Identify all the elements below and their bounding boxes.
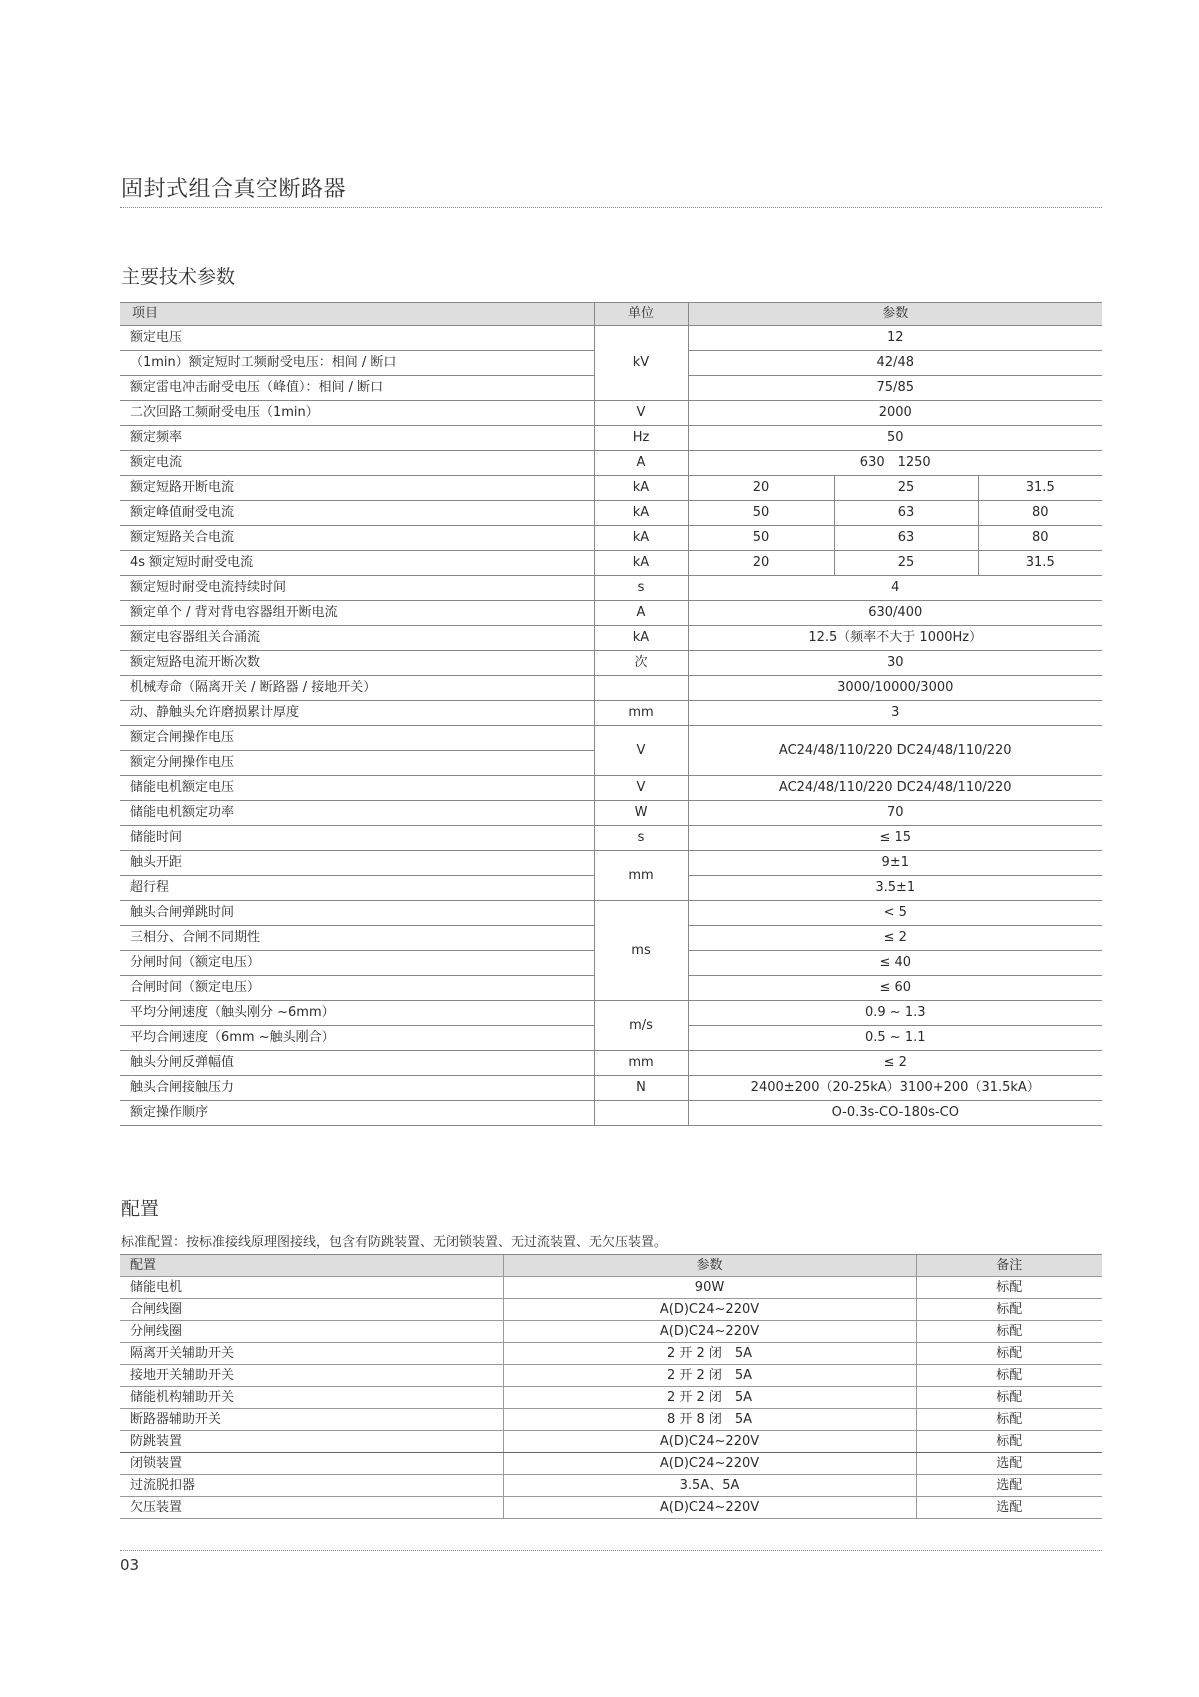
spec-row [120,801,1102,826]
spec-param: 42/48 [688,351,1102,376]
spec-item: 4s 额定短时耐受电流 [120,551,594,576]
page-title: 固封式组合真空断路器 [121,177,347,202]
spec-header-item: 项目 [120,303,594,326]
spec-param: 3000/10000/3000 [688,676,1102,701]
config-remark: 标配 [916,1343,1102,1365]
title-divider [120,207,1102,208]
spec-value-20kA: 20 [688,551,834,576]
spec-item: 触头合闸接触压力 [120,1076,594,1101]
spec-row [120,601,1102,626]
spec-row [120,326,1102,351]
spec-param: 3.5±1 [688,876,1102,901]
spec-header-row [120,303,1102,326]
config-remark: 标配 [916,1277,1102,1299]
spec-param: 630/400 [688,601,1102,626]
spec-unit: ms [594,901,688,1001]
spec-value-25kA: 63 [834,526,978,551]
spec-param: 30 [688,651,1102,676]
spec-row [120,651,1102,676]
spec-item: 额定短时耐受电流持续时间 [120,576,594,601]
config-remark: 选配 [916,1453,1102,1475]
spec-param: 2000 [688,401,1102,426]
spec-item: 额定短路关合电流 [120,526,594,551]
config-item: 合闸线圈 [120,1299,503,1321]
spec-row [120,676,1102,701]
config-row [120,1497,1102,1519]
config-header-item: 配置 [120,1255,503,1277]
spec-row [120,701,1102,726]
spec-value-31-5kA: 80 [978,526,1102,551]
spec-item: 额定频率 [120,426,594,451]
spec-value-31-5kA: 80 [978,501,1102,526]
config-param: A(D)C24~220V [503,1497,916,1519]
spec-unit: V [594,776,688,801]
spec-param: 12.5（频率不大于 1000Hz） [688,626,1102,651]
config-row [120,1365,1102,1387]
spec-param: AC24/48/110/220 DC24/48/110/220 [688,776,1102,801]
spec-row [120,426,1102,451]
spec-param: ≤ 2 [688,926,1102,951]
spec-item: 超行程 [120,876,594,901]
config-item: 欠压装置 [120,1497,503,1519]
spec-row [120,1076,1102,1101]
spec-item: 触头分闸反弹幅值 [120,1051,594,1076]
spec-row [120,1101,1102,1126]
spec-unit: W [594,801,688,826]
spec-unit: kA [594,626,688,651]
spec-unit: A [594,601,688,626]
spec-unit: s [594,576,688,601]
spec-item: 二次回路工频耐受电压（1min） [120,401,594,426]
spec-row [120,851,1102,876]
spec-table [120,302,1102,1126]
spec-row [120,476,1102,501]
spec-item: 机械寿命（隔离开关 / 断路器 / 接地开关） [120,676,594,701]
spec-value-20kA: 20 [688,476,834,501]
spec-item: 额定峰值耐受电流 [120,501,594,526]
spec-value-25kA: 25 [834,551,978,576]
spec-unit: N [594,1076,688,1101]
config-item: 储能电机 [120,1277,503,1299]
spec-unit: m/s [594,1001,688,1051]
spec-param: 4 [688,576,1102,601]
spec-item: 额定电容器组关合涌流 [120,626,594,651]
spec-item: 额定电压 [120,326,594,351]
spec-item: 额定短路开断电流 [120,476,594,501]
config-remark: 选配 [916,1497,1102,1519]
spec-row [120,526,1102,551]
spec-item: 额定操作顺序 [120,1101,594,1126]
spec-param: ≤ 40 [688,951,1102,976]
spec-unit: 次 [594,651,688,676]
spec-unit: mm [594,851,688,901]
spec-item: 分闸时间（额定电压） [120,951,594,976]
spec-item: 额定雷电冲击耐受电压（峰值）：相间 / 断口 [120,376,594,401]
config-param: 8 开 8 闭 5A [503,1409,916,1431]
config-header-param: 参数 [503,1255,916,1277]
spec-row [120,576,1102,601]
spec-param: 2400±200（20-25kA）3100+200（31.5kA） [688,1076,1102,1101]
spec-unit: A [594,451,688,476]
spec-item: 额定电流 [120,451,594,476]
config-remark: 选配 [916,1475,1102,1497]
config-item: 过流脱扣器 [120,1475,503,1497]
config-row [120,1321,1102,1343]
config-remark: 标配 [916,1387,1102,1409]
config-param: A(D)C24~220V [503,1431,916,1453]
spec-param: ≤ 15 [688,826,1102,851]
spec-value-31-5kA: 31.5 [978,551,1102,576]
config-param: 3.5A、5A [503,1475,916,1497]
config-item: 隔离开关辅助开关 [120,1343,503,1365]
spec-item: 触头开距 [120,851,594,876]
spec-row [120,901,1102,926]
spec-unit: kA [594,476,688,501]
spec-header-unit: 单位 [594,303,688,326]
spec-param: 75/85 [688,376,1102,401]
config-remark: 标配 [916,1321,1102,1343]
spec-unit: kA [594,526,688,551]
spec-row [120,401,1102,426]
spec-param: AC24/48/110/220 DC24/48/110/220 [688,726,1102,776]
config-remark: 标配 [916,1299,1102,1321]
config-row [120,1277,1102,1299]
spec-row [120,451,1102,476]
spec-param: 12 [688,326,1102,351]
config-item: 分闸线圈 [120,1321,503,1343]
config-item: 防跳装置 [120,1431,503,1453]
footer-divider [120,1550,1102,1551]
spec-row [120,1051,1102,1076]
spec-value-20kA: 50 [688,526,834,551]
spec-unit: kA [594,551,688,576]
config-row [120,1343,1102,1365]
config-section-title: 配置 [121,1198,160,1220]
spec-item: （1min）额定短时工频耐受电压：相间 / 断口 [120,351,594,376]
spec-unit: kA [594,501,688,526]
spec-param: 70 [688,801,1102,826]
config-row [120,1299,1102,1321]
spec-item: 储能电机额定电压 [120,776,594,801]
config-row [120,1409,1102,1431]
config-remark: 标配 [916,1431,1102,1453]
spec-item: 三相分、合闸不同期性 [120,926,594,951]
spec-row [120,726,1102,751]
config-param: 2 开 2 闭 5A [503,1365,916,1387]
spec-param: < 5 [688,901,1102,926]
spec-param: 50 [688,426,1102,451]
spec-value-20kA: 50 [688,501,834,526]
page-number: 03 [120,1556,140,1574]
config-item: 储能机构辅助开关 [120,1387,503,1409]
spec-item: 平均分闸速度（触头刚分 ~6mm） [120,1001,594,1026]
spec-item: 合闸时间（额定电压） [120,976,594,1001]
config-table [120,1254,1102,1519]
spec-unit: Hz [594,426,688,451]
spec-value-25kA: 63 [834,501,978,526]
config-param: 90W [503,1277,916,1299]
spec-param: 9±1 [688,851,1102,876]
config-row [120,1431,1102,1453]
spec-row [120,626,1102,651]
spec-unit: mm [594,1051,688,1076]
spec-item: 额定分闸操作电压 [120,751,594,776]
config-item: 断路器辅助开关 [120,1409,503,1431]
spec-value-31-5kA: 31.5 [978,476,1102,501]
spec-unit: kV [594,326,688,401]
spec-row [120,776,1102,801]
config-param: 2 开 2 闭 5A [503,1343,916,1365]
config-header-row [120,1255,1102,1277]
spec-header-param: 参数 [688,303,1102,326]
config-param: A(D)C24~220V [503,1321,916,1343]
spec-param: 3 [688,701,1102,726]
spec-param: O-0.3s-CO-180s-CO [688,1101,1102,1126]
spec-unit [594,1101,688,1126]
config-row [120,1475,1102,1497]
config-remark: 标配 [916,1365,1102,1387]
spec-row [120,551,1102,576]
config-item: 接地开关辅助开关 [120,1365,503,1387]
spec-row [120,501,1102,526]
spec-unit: V [594,726,688,776]
spec-param: 0.9 ~ 1.3 [688,1001,1102,1026]
config-param: 2 开 2 闭 5A [503,1387,916,1409]
config-row [120,1453,1102,1475]
config-param: A(D)C24~220V [503,1299,916,1321]
spec-row [120,826,1102,851]
config-header-remark: 备注 [916,1255,1102,1277]
spec-param: 0.5 ~ 1.1 [688,1026,1102,1051]
spec-unit: V [594,401,688,426]
spec-item: 平均合闸速度（6mm ~触头刚合） [120,1026,594,1051]
spec-param: 630 1250 [688,451,1102,476]
spec-param: ≤ 2 [688,1051,1102,1076]
spec-item: 额定短路电流开断次数 [120,651,594,676]
spec-item: 触头合闸弹跳时间 [120,901,594,926]
spec-item: 储能时间 [120,826,594,851]
spec-item: 额定合闸操作电压 [120,726,594,751]
spec-unit [594,676,688,701]
config-remark: 标配 [916,1409,1102,1431]
spec-param: ≤ 60 [688,976,1102,1001]
spec-row [120,1001,1102,1026]
spec-section-title: 主要技术参数 [121,266,236,288]
spec-unit: s [594,826,688,851]
config-row [120,1387,1102,1409]
config-item: 闭锁装置 [120,1453,503,1475]
spec-value-25kA: 25 [834,476,978,501]
spec-item: 动、静触头允许磨损累计厚度 [120,701,594,726]
spec-item: 储能电机额定功率 [120,801,594,826]
config-note: 标准配置：按标准接线原理图接线，包含有防跳装置、无闭锁装置、无过流装置、无欠压装置。 [121,1235,668,1250]
config-param: A(D)C24~220V [503,1453,916,1475]
spec-unit: mm [594,701,688,726]
spec-item: 额定单个 / 背对背电容器组开断电流 [120,601,594,626]
